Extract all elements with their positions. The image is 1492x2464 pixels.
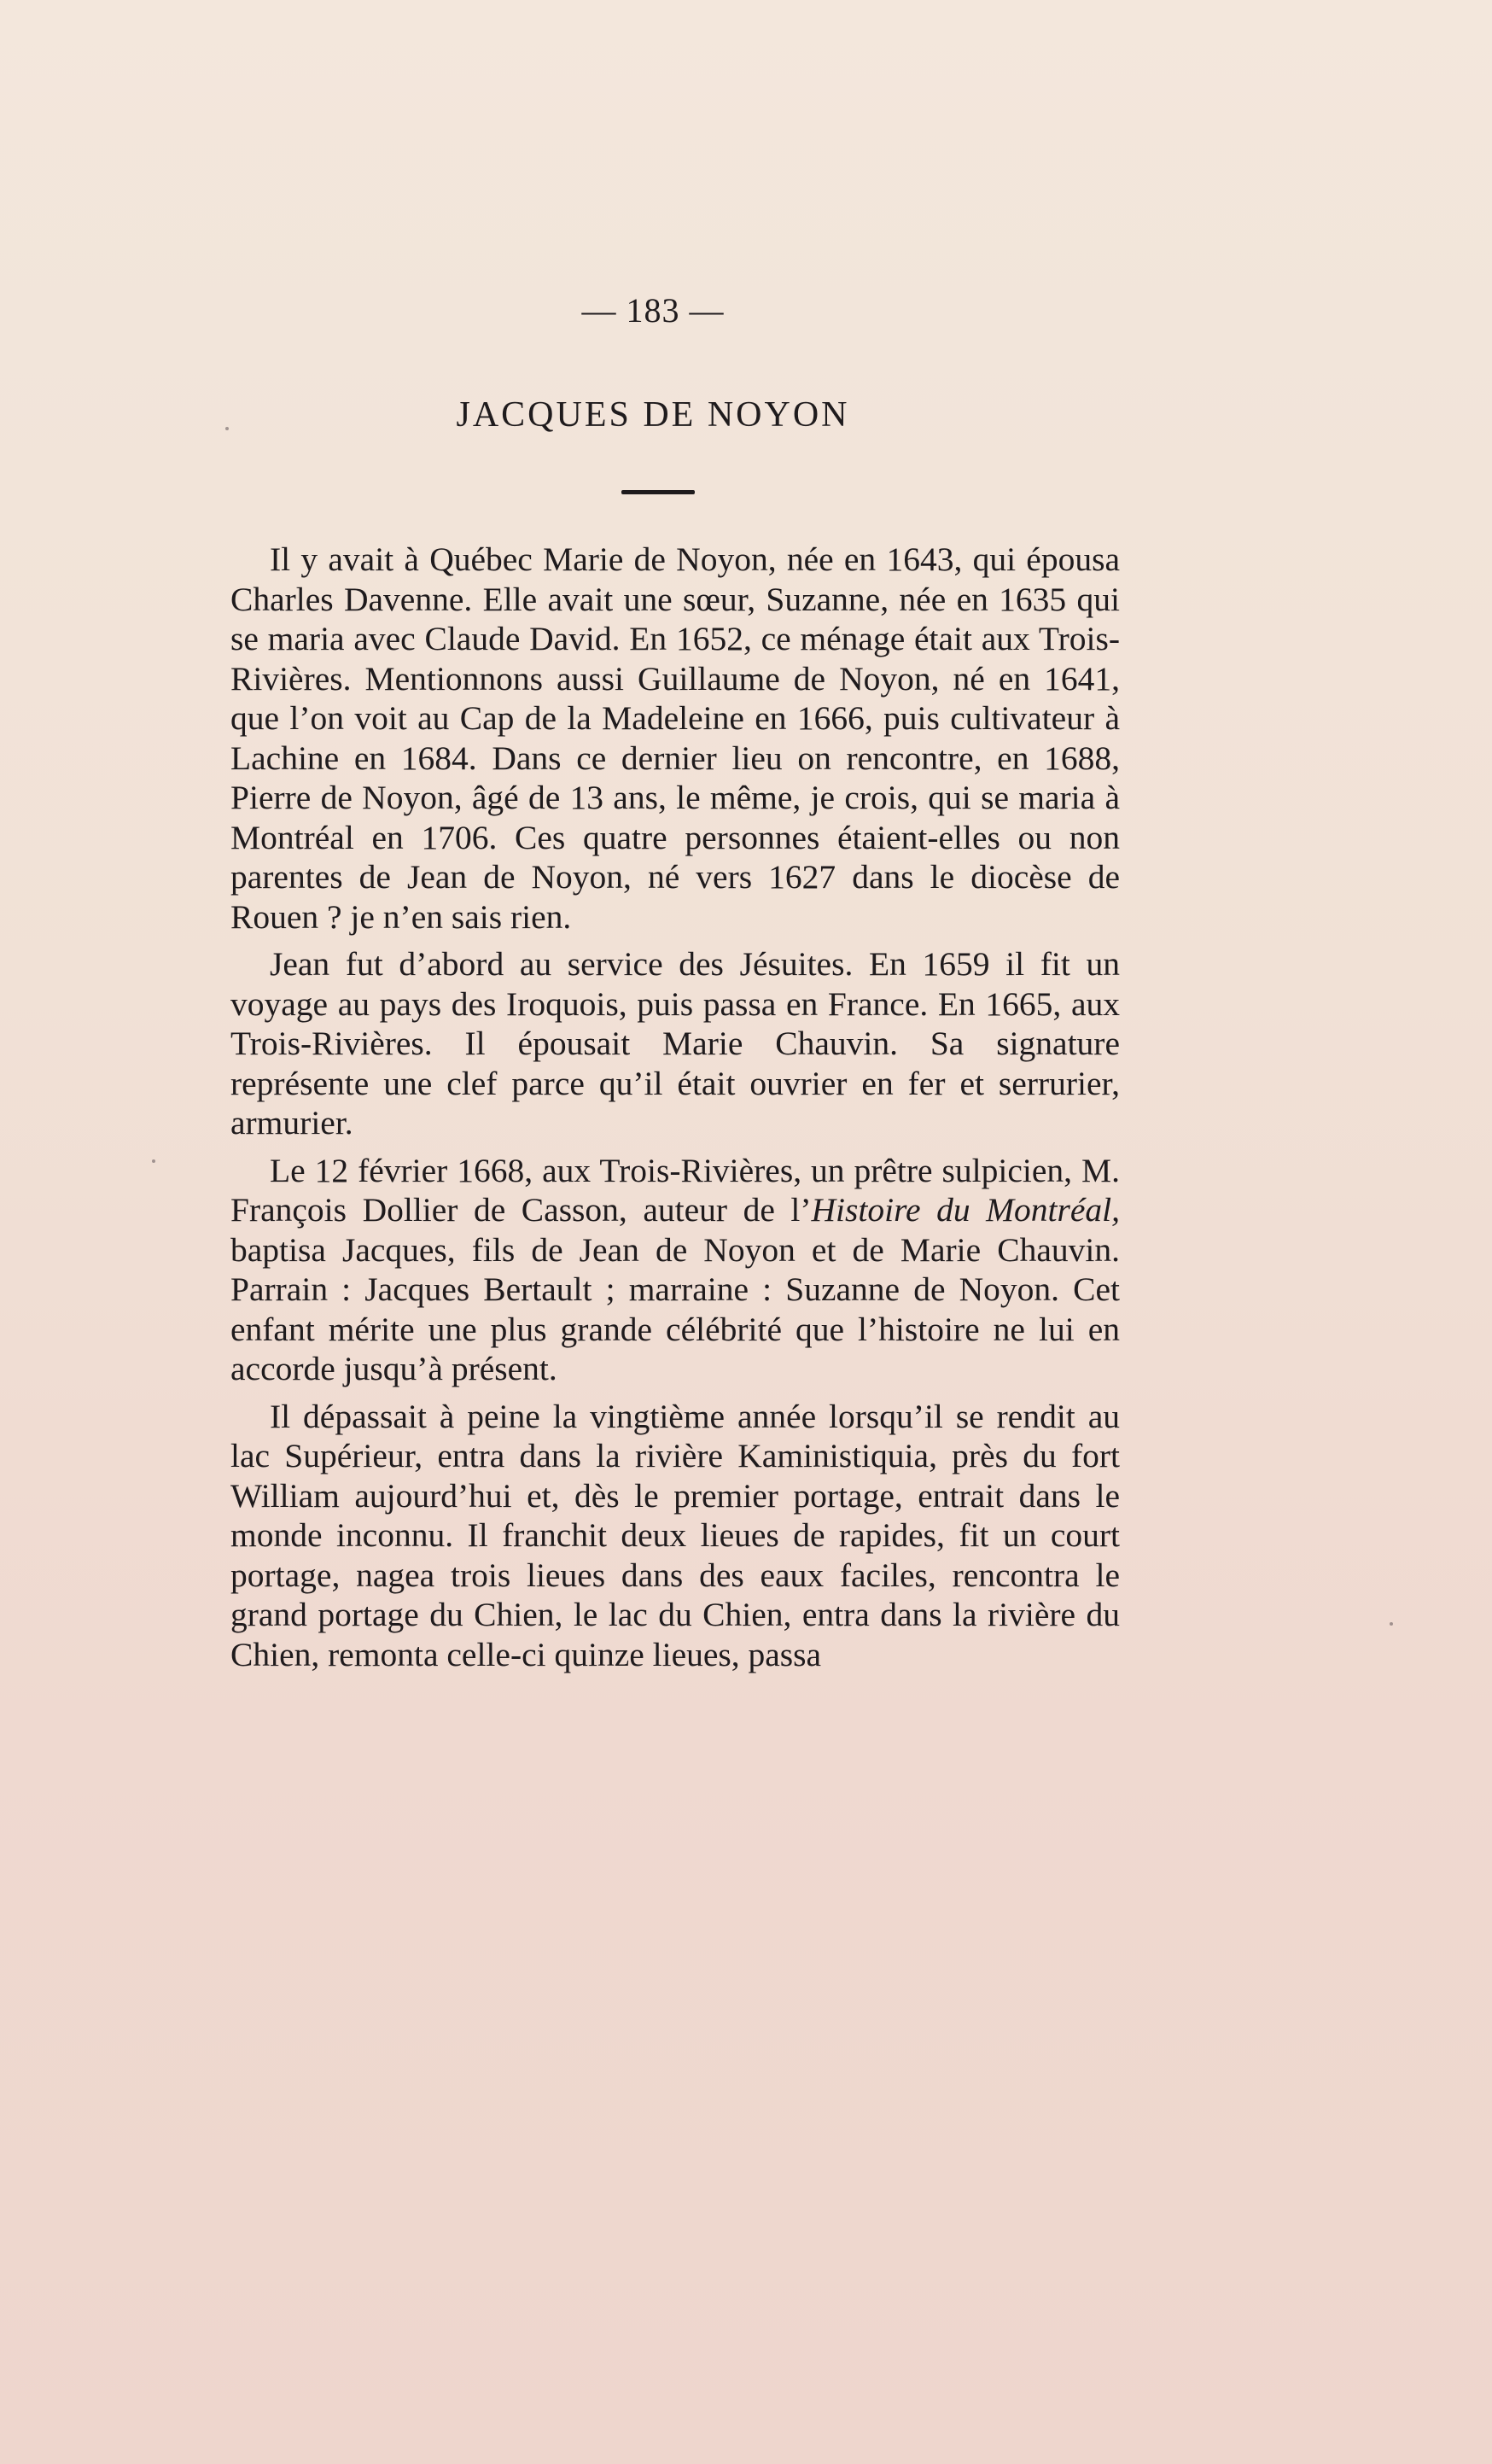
paper-speck xyxy=(152,1159,155,1163)
title-rule xyxy=(621,490,695,494)
paragraph-4: Il dépassait à peine la vingtième année lorsqu’il se rendit au lac Supérieur, entra dans la rivière Kaministiquia, près du fort William aujourd’hui et, dès le premier portage, entrait dans le monde inconnu. Il franchit deux lieues de rapides, fit un court portage, nagea trois lieues dans des eaux faciles, rencontra le grand portage du Chien, le lac du Chien, entra dans la rivière du Chien, remonta celle-ci quinze lieues, passa xyxy=(230,1397,1120,1673)
paragraph-1: Il y avait à Québec Marie de Noyon, née en 1643, qui épousa Charles Davenne. Elle avait une sœur, Suzanne, née en 1635 qui se maria avec Claude David. En 1652, ce ménage était aux Trois-Rivières. Mentionnons aussi Guillaume de Noyon, né en 1641, que l’on voit au Cap de la Madeleine en 1666, puis cultivateur à Lachine en 1684. Dans ce dernier lieu on rencontre, en 1688, Pierre de Noyon, âgé de 13 ans, le même, je crois, qui se maria à Montréal en 1706. Ces quatre personnes étaient-elles ou non parentes de Jean de Noyon, né vers 1627 dans le diocèse de Rouen ? je n’en sais rien. xyxy=(230,540,1120,936)
paragraph-3-text-b: baptisa Jacques, fils de Jean de Noyon et de Marie Chauvin. Parrain : Jacques Bertault ; marraine : Suzanne de Noyon. Cet enfant mérite une plus grande célébrité que l’histoire ne lui en accorde jusqu’à présent. xyxy=(230,1230,1120,1387)
paragraph-3 xyxy=(230,1151,1120,1389)
paragraph-3-text-a: Le 12 février 1668, aux Trois-Rivières, un prêtre sulpicien, M. François Dollier de Casson, auteur de l’ xyxy=(230,1151,1120,1229)
paragraph-2: Jean fut d’abord au service des Jésuites. En 1659 il fit un voyage au pays des Iroquois, puis passa en France. En 1665, aux Trois-Rivières. Il épousait Marie Chauvin. Sa signature représente une clef parce qu’il était ouvrier en fer et serrurier, armurier. xyxy=(230,945,1120,1141)
chapter-title: JACQUES DE NOYON xyxy=(456,395,850,435)
body-text xyxy=(230,540,1120,1682)
page-number: — 183 — xyxy=(581,291,725,330)
paper-speck xyxy=(1390,1622,1393,1626)
paper-speck xyxy=(225,427,229,430)
book-title-italic: Histoire du Montréal, xyxy=(811,1191,1120,1229)
